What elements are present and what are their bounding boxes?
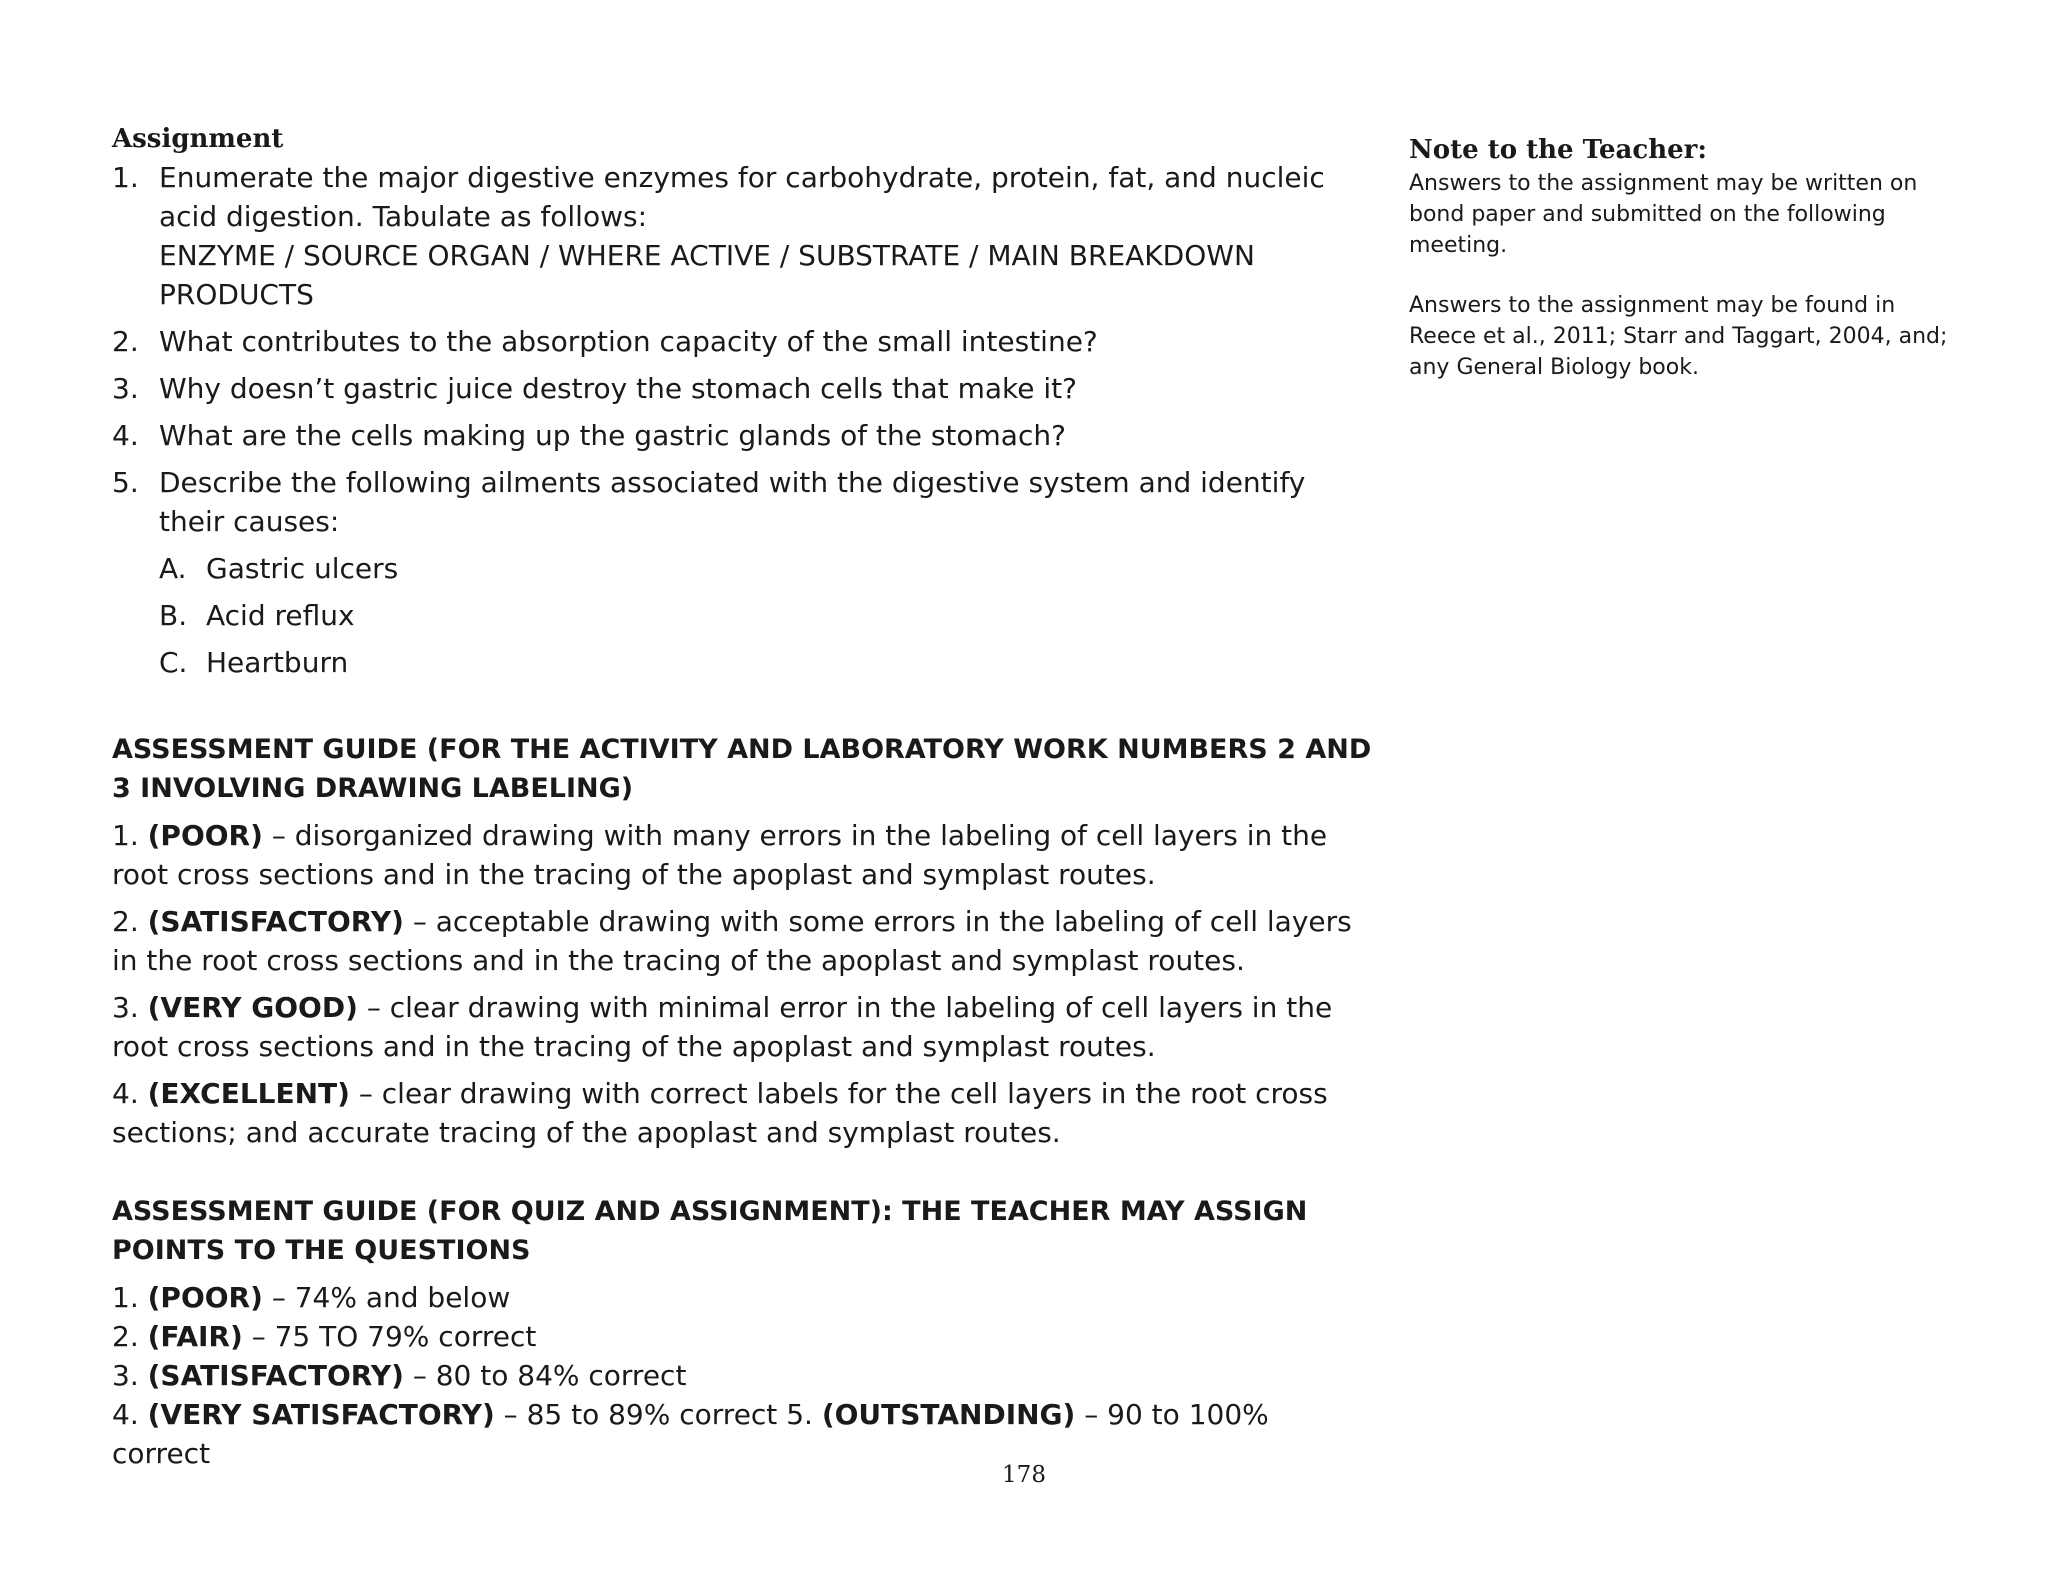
item-text: Describe the following ailments associated with the digestive system and identify their causes: <box>159 466 1306 538</box>
ailments-list <box>159 549 1372 682</box>
criterion-desc: – acceptable drawing with some errors in the labeling of cell layers in the root cross sections and in the tracing of the apoplast and symplast routes. <box>112 905 1352 977</box>
criterion-desc: – clear drawing with minimal error in the labeling of cell layers in the root cross sections and in the tracing of the apoplast and symplast routes. <box>112 991 1333 1063</box>
assignment-title: Assignment <box>112 124 284 154</box>
criterion-number: 3. <box>112 991 139 1024</box>
note-spacer <box>1409 261 1969 290</box>
grade-desc: – 80 to 84% correct <box>412 1359 687 1392</box>
grade-label: (SATISFACTORY) <box>147 1359 404 1392</box>
note-paragraph: Answers to the assignment may be written on bond paper and submitted on the following meeting. <box>1409 171 1918 258</box>
assignment-list <box>112 158 1372 682</box>
teacher-note-sidebar <box>1409 134 1969 383</box>
grade-label: (VERY SATISFACTORY) <box>147 1398 495 1431</box>
grade-number: 5. <box>786 1398 813 1431</box>
assignment-item-5 <box>112 463 1372 682</box>
ailment-letter: B. <box>159 599 188 632</box>
grade-number: 2. <box>112 1320 139 1353</box>
criterion-3 <box>112 988 1372 1066</box>
criterion-number: 4. <box>112 1077 139 1110</box>
ailment-letter: C. <box>159 646 188 679</box>
grade-desc: – 85 to 89% correct <box>503 1398 778 1431</box>
assignment-item-2 <box>112 322 1372 361</box>
assessment-guide-drawing-heading: ASSESSMENT GUIDE (FOR THE ACTIVITY AND LABORATORY WORK NUMBERS 2 AND 3 INVOLVING DRAWING LABELING) <box>112 734 1372 804</box>
ailment-letter: A. <box>159 552 187 585</box>
grade-number: 4. <box>112 1398 139 1431</box>
grade-1 <box>112 1278 1372 1317</box>
item-text: What are the cells making up the gastric glands of the stomach? <box>159 419 1066 452</box>
grade-desc: – 75 TO 79% correct <box>251 1320 537 1353</box>
ailment-item <box>159 596 1372 635</box>
grade-2 <box>112 1317 1372 1356</box>
item-number: 4. <box>112 419 139 452</box>
assessment-guide-quiz-heading: ASSESSMENT GUIDE (FOR QUIZ AND ASSIGNMENT): THE TEACHER MAY ASSIGN POINTS TO THE QUESTIONS <box>112 1196 1308 1266</box>
item-text: Why doesn’t gastric juice destroy the stomach cells that make it? <box>159 372 1077 405</box>
criterion-4 <box>112 1074 1372 1152</box>
criterion-label: (POOR) <box>147 819 263 852</box>
criterion-1 <box>112 816 1372 894</box>
item-text: What contributes to the absorption capacity of the small intestine? <box>159 325 1098 358</box>
ailment-text: Gastric ulcers <box>206 552 399 585</box>
assignment-item-3 <box>112 369 1372 408</box>
criterion-label: (VERY GOOD) <box>147 991 358 1024</box>
grade-number: 3. <box>112 1359 139 1392</box>
note-paragraph: Answers to the assignment may be found in Reece et al., 2011; Starr and Taggart, 2004, and; any General Biology book. <box>1409 293 1948 380</box>
grade-label: (OUTSTANDING) <box>821 1398 1076 1431</box>
main-column <box>112 122 1372 1473</box>
item-text: Enumerate the major digestive enzymes for carbohydrate, protein, fat, and nucleic acid digestion. Tabulate as follows: <box>159 161 1325 233</box>
criterion-number: 1. <box>112 819 139 852</box>
ailment-text: Heartburn <box>206 646 349 679</box>
criterion-label: (EXCELLENT) <box>147 1077 350 1110</box>
criterion-number: 2. <box>112 905 139 938</box>
note-title: Note to the Teacher: <box>1409 135 1707 165</box>
assignment-item-4 <box>112 416 1372 455</box>
grade-label: (FAIR) <box>147 1320 243 1353</box>
assignment-item-1 <box>112 158 1372 314</box>
criterion-desc: – clear drawing with correct labels for the cell layers in the root cross sections; and accurate tracing of the apoplast and symplast routes. <box>112 1077 1328 1149</box>
criterion-desc: – disorganized drawing with many errors in the labeling of cell layers in the root cross sections and in the tracing of the apoplast and symplast routes. <box>112 819 1328 891</box>
grade-desc: – 90 to 100% correct <box>112 1398 1269 1470</box>
criterion-label: (SATISFACTORY) <box>147 905 404 938</box>
item-number: 3. <box>112 372 139 405</box>
grade-number: 1. <box>112 1281 139 1314</box>
item-number: 2. <box>112 325 139 358</box>
item-table-format: ENZYME / SOURCE ORGAN / WHERE ACTIVE / SUBSTRATE / MAIN BREAKDOWN PRODUCTS <box>159 239 1255 311</box>
grade-3 <box>112 1356 1372 1395</box>
criterion-2 <box>112 902 1372 980</box>
page-number: 178 <box>1002 1462 1046 1488</box>
ailment-item <box>159 549 1372 588</box>
ailment-item <box>159 643 1372 682</box>
item-number: 5. <box>112 466 139 499</box>
item-number: 1. <box>112 161 139 194</box>
grade-label: (POOR) <box>147 1281 263 1314</box>
ailment-text: Acid reflux <box>206 599 355 632</box>
grade-desc: – 74% and below <box>271 1281 511 1314</box>
